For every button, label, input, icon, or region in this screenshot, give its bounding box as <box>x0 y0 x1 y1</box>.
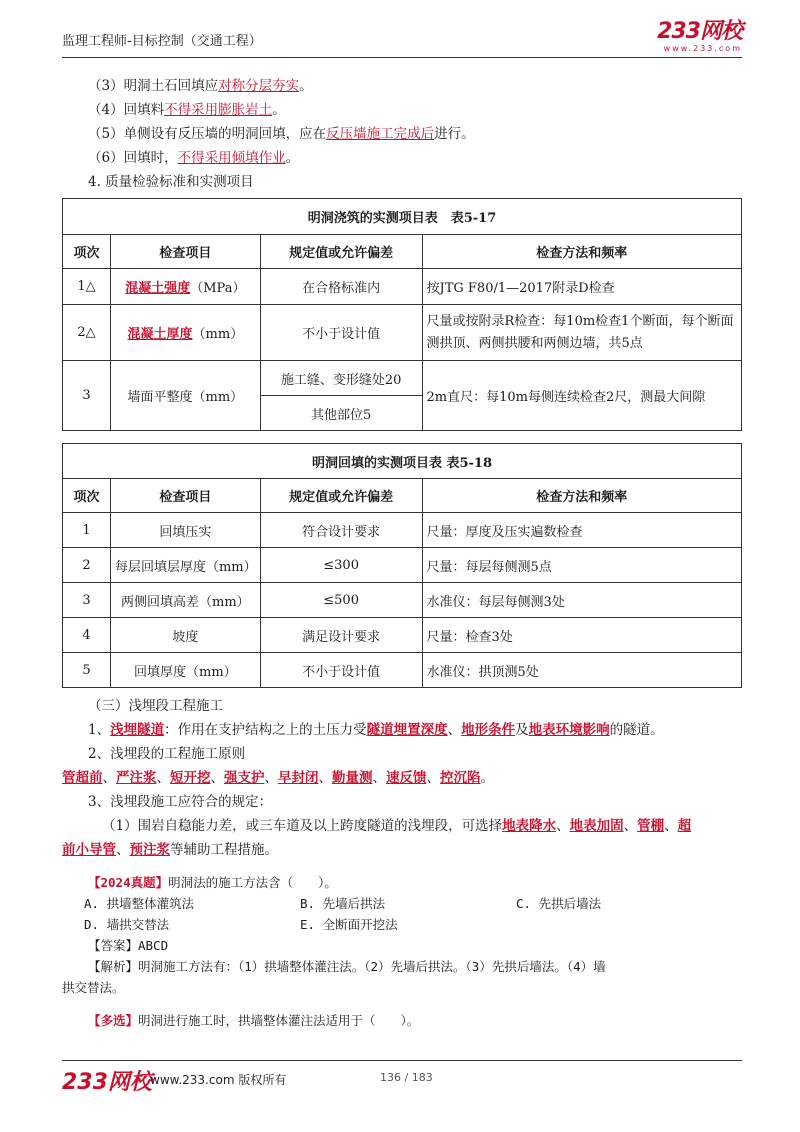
table-row: 其他部位5 <box>63 396 742 431</box>
table-title: 明洞回填的实测项目表 表5-18 <box>63 444 742 479</box>
question-tag: 【2024真题】 <box>88 875 169 890</box>
analysis: 【解析】明洞施工方法有：（1）拱墙整体灌注法。（2）先墙后拱法。（3）先拱后墙法。（4）墙 <box>88 959 606 974</box>
section-3 <box>62 694 742 862</box>
section-heading: （三）浅埋段工程施工 <box>88 698 223 714</box>
column-header: 项次 <box>63 479 111 513</box>
question-tag: 【多选】 <box>88 1013 139 1028</box>
paragraph: 2、浅埋段的工程施工原则 <box>88 746 246 762</box>
column-header: 规定值或允许偏差 <box>260 479 422 513</box>
column-header: 检查方法和频率 <box>422 235 741 269</box>
column-header: 规定值或允许偏差 <box>260 235 422 269</box>
logo-text: 233网校 <box>657 19 742 44</box>
option-a: A. 拱墙整体灌筑法 <box>84 896 195 911</box>
header-title: 监理工程师-目标控制（交通工程） <box>62 34 262 49</box>
brand-logo <box>657 20 742 56</box>
logo-url: www.233.com <box>663 44 742 53</box>
exam-question: 【2024真题】明洞法的施工方法含（ ）。 A. 拱墙整体灌筑法 B. 先墙后拱法 C. 先拱后墙法 D. 墙拱交替法 E. 全断面开挖法 【答案】ABCD 【解析】明洞施工方法有：（1）拱墙整体灌注法。（2）先墙后拱法。（3）先拱后墙法。（4）墙 拱交替法。 【多选】明洞进行施工时，拱墙整体灌注法适用于（ ）。 <box>62 872 742 1031</box>
intro-item: （4）回填料不得采用膨胀岩土。 <box>88 102 286 118</box>
table-5-17 <box>62 198 742 431</box>
option-row <box>62 914 742 935</box>
paragraph: 1、浅埋隧道：作用在支护结构之上的土压力受隧道埋置深度、地形条件及地表环境影响的隧道。 <box>88 722 664 738</box>
section-heading: 4. 质量检验标准和实测项目 <box>88 174 254 190</box>
paragraph: 3、浅埋段施工应符合的规定： <box>88 794 273 810</box>
intro-item: （6）回填时，不得采用倾填作业。 <box>88 150 300 166</box>
table-row: 1△ 混凝土强度（MPa） 在合格标准内 按JTG F80/1—2017附录D检查 <box>63 269 742 305</box>
table-row: 4 坡度 满足设计要求 尺量：检查3处 <box>63 618 742 653</box>
column-header: 检查方法和频率 <box>422 479 741 513</box>
table-row: 3 两侧回填高差（mm） ≤500 水准仪：每层每侧测3处 <box>63 583 742 618</box>
option-e: E. 全断面开挖法 <box>300 917 398 932</box>
page-content <box>62 74 742 1031</box>
page-number: 136 / 183 <box>380 1071 433 1084</box>
column-header: 检查项目 <box>110 235 260 269</box>
option-b: B. 先墙后拱法 <box>300 896 386 911</box>
table-title: 明洞浇筑的实测项目表 表5-17 <box>63 199 742 235</box>
page-header <box>62 18 742 58</box>
analysis-cont: 拱交替法。 <box>62 980 125 995</box>
table-row: 2 每层回填层厚度（mm） ≤300 尺量：每层每侧测5点 <box>63 548 742 583</box>
option-row <box>62 893 742 914</box>
column-header: 项次 <box>63 235 111 269</box>
paragraph: （1）围岩自稳能力差，或三车道及以上跨度隧道的浅埋段，可选择地表降水、地表加固、管棚、超 <box>102 818 692 834</box>
intro-item: （5）单侧设有反压墙的明洞回填，应在反压墙施工完成后进行。 <box>88 126 475 142</box>
table-5-18 <box>62 443 742 688</box>
principles-list: 管超前、严注浆、短开挖、强支护、早封闭、勤量测、速反馈、控沉陷。 <box>62 770 494 786</box>
footer-copyright: www.233.com 版权所有 <box>150 1073 287 1087</box>
table-row: 5 回填厚度（mm） 不小于设计值 水准仪：拱顶测5处 <box>63 653 742 688</box>
footer-logo: 233网校 <box>62 1070 152 1095</box>
table-row: 3 墙面平整度（mm） 施工缝、变形缝处20 2m直尺：每10m每侧连续检查2尺，测最大间隙 <box>63 361 742 396</box>
option-d: D. 墙拱交替法 <box>84 917 170 932</box>
table-row: 1 回填压实 符合设计要求 尺量：厚度及压实遍数检查 <box>63 513 742 548</box>
intro-item: （3）明洞土石回填应对称分层夯实。 <box>88 78 313 94</box>
option-c: C. 先拱后墙法 <box>516 896 602 911</box>
column-header: 检查项目 <box>110 479 260 513</box>
table-row: 2△ 混凝土厚度（mm） 不小于设计值 尺量或按附录R检查：每10m检查1个断面，每个断面测拱顶、两侧拱腰和两侧边墙，共5点 <box>63 305 742 361</box>
answer: 【答案】ABCD <box>88 938 169 953</box>
page-footer <box>62 1060 742 1095</box>
paragraph: 前小导管、预注浆等辅助工程措施。 <box>62 842 278 858</box>
